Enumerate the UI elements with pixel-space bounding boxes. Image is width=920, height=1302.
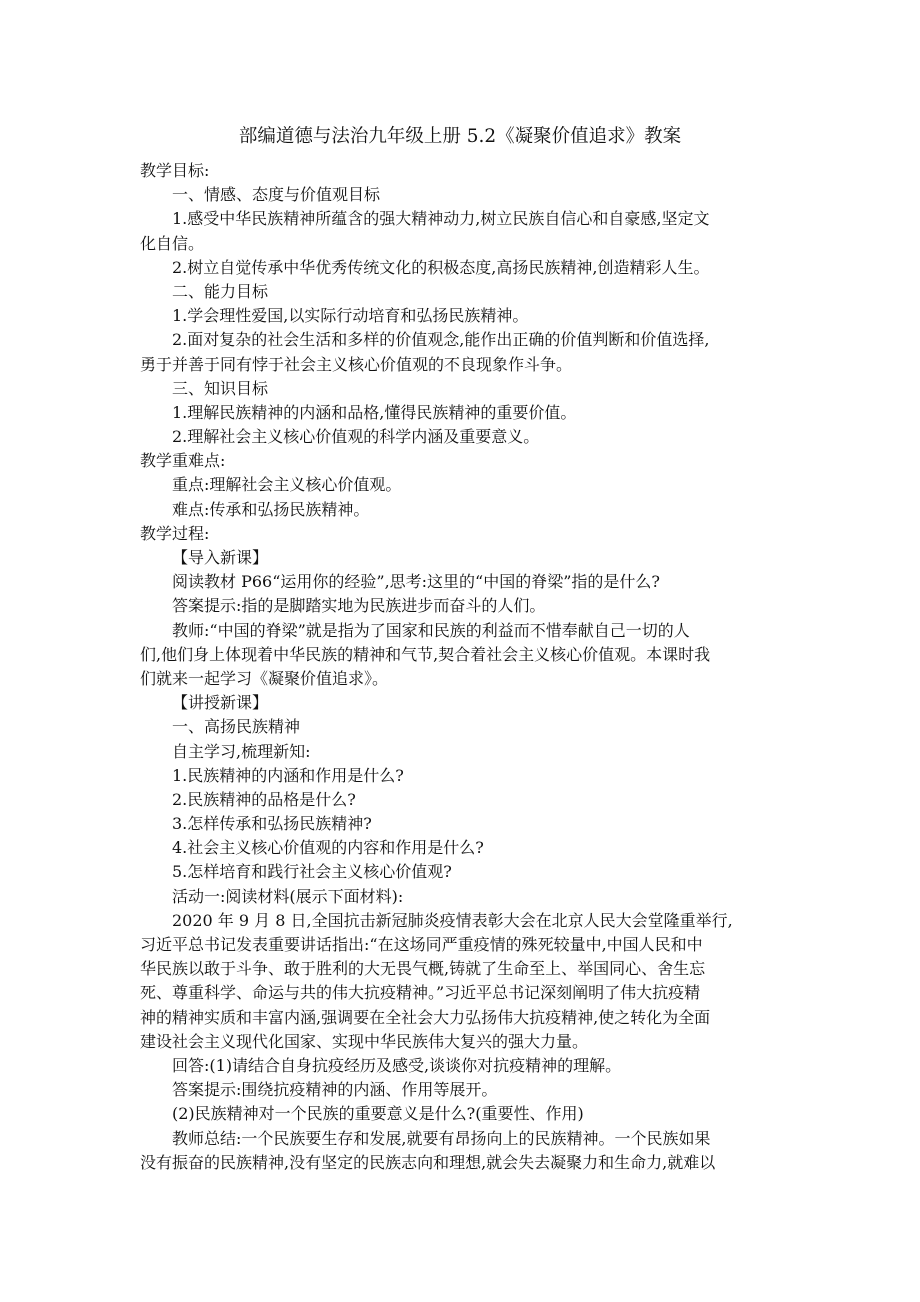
text-line: 阅读教材 P66“运用你的经验”,思考:这里的“中国的脊梁”指的是什么? [172, 572, 660, 592]
text-line: 重点:理解社会主义核心价值观。 [172, 475, 402, 495]
text-line: 教学重难点: [140, 451, 226, 471]
text-line: 一、情感、态度与价值观目标 [172, 185, 381, 205]
text-line: 一、高扬民族精神 [172, 717, 301, 737]
text-line: 2.面对复杂的社会生活和多样的价值观念,能作出正确的价值判断和价值选择, [172, 330, 710, 350]
text-line: 勇于并善于同有悖于社会主义核心价值观的不良现象作斗争。 [140, 354, 573, 374]
text-line: 没有振奋的民族精神,没有坚定的民族志向和理想,就会失去凝聚力和生命力,就难以 [140, 1152, 716, 1172]
text-line: 【讲授新课】 [172, 693, 269, 713]
text-line: 二、能力目标 [172, 281, 269, 301]
text-line: 1.学会理性爱国,以实际行动培育和弘扬民族精神。 [172, 306, 529, 326]
text-line: 2020 年 9 月 8 日,全国抗击新冠肺炎疫情表彰大会在北京人民大会堂隆重举行, [172, 910, 733, 930]
text-line: 1.民族精神的内涵和作用是什么? [172, 765, 404, 785]
document-title: 部编道德与法治九年级上册 5.2《凝聚价值追求》教案 [238, 126, 682, 147]
text-line: 答案提示:指的是脚踏实地为民族进步而奋斗的人们。 [172, 596, 546, 616]
text-line: 教学过程: [140, 523, 210, 543]
text-line: 华民族以敢于斗争、敢于胜利的大无畏气概,铸就了生命至上、举国同心、舍生忘 [140, 959, 706, 979]
text-line: 习近平总书记发表重要讲话指出:“在这场同严重疫情的殊死较量中,中国人民和中 [140, 935, 703, 954]
text-line: 【导入新课】 [172, 548, 269, 567]
text-line: 建设社会主义现代化国家、实现中华民族伟大复兴的强大力量。 [140, 1031, 589, 1051]
text-line: 3.怎样传承和弘扬民族精神? [172, 814, 372, 834]
document-body [140, 159, 780, 1175]
text-line: 化自信。 [140, 233, 205, 253]
text-line: 教学目标: [140, 161, 210, 180]
text-line: 教师总结:一个民族要生存和发展,就要有昂扬向上的民族精神。一个民族如果 [172, 1128, 711, 1148]
text-line: 自主学习,梳理新知: [172, 741, 311, 761]
text-line: 1.感受中华民族精神所蕴含的强大精神动力,树立民族自信心和自豪感,坚定文 [172, 209, 710, 229]
text-line: 教师:“中国的脊梁”就是指为了国家和民族的利益而不惜奉献自己一切的人 [172, 620, 690, 640]
text-line: 回答:(1)请结合自身抗疫经历及感受,谈谈你对抗疫精神的理解。 [172, 1055, 622, 1075]
text-line: 死、尊重科学、命运与共的伟大抗疫精神。”习近平总书记深刻阐明了伟大抗疫精 [140, 983, 701, 1003]
text-line: 三、知识目标 [172, 378, 269, 398]
text-line: 2.民族精神的品格是什么? [172, 789, 356, 809]
text-line: 活动一:阅读材料(展示下面材料): [172, 886, 404, 906]
text-line: 神的精神实质和丰富内涵,强调要在全社会大力弘扬伟大抗疫精神,使之转化为全面 [140, 1007, 711, 1027]
text-line: 2.树立自觉传承中华优秀传统文化的积极态度,高扬民族精神,创造精彩人生。 [172, 257, 710, 277]
text-line: 4.社会主义核心价值观的内容和作用是什么? [172, 838, 484, 858]
text-line: 答案提示:围绕抗疫精神的内涵、作用等展开。 [172, 1080, 498, 1100]
text-line: 1.理解民族精神的内涵和品格,懂得民族精神的重要价值。 [172, 402, 577, 422]
text-line: 2.理解社会主义核心价值观的科学内涵及重要意义。 [172, 427, 540, 447]
text-line: 们就来一起学习《凝聚价值追求》。 [140, 668, 389, 688]
text-line: 们,他们身上体现着中华民族的精神和气节,契合着社会主义核心价值观。本课时我 [140, 644, 711, 664]
text-line: 5.怎样培育和践行社会主义核心价值观? [172, 862, 452, 882]
text-line: (2)民族精神对一个民族的重要意义是什么?(重要性、作用) [172, 1104, 584, 1124]
text-line: 难点:传承和弘扬民族精神。 [172, 499, 370, 519]
